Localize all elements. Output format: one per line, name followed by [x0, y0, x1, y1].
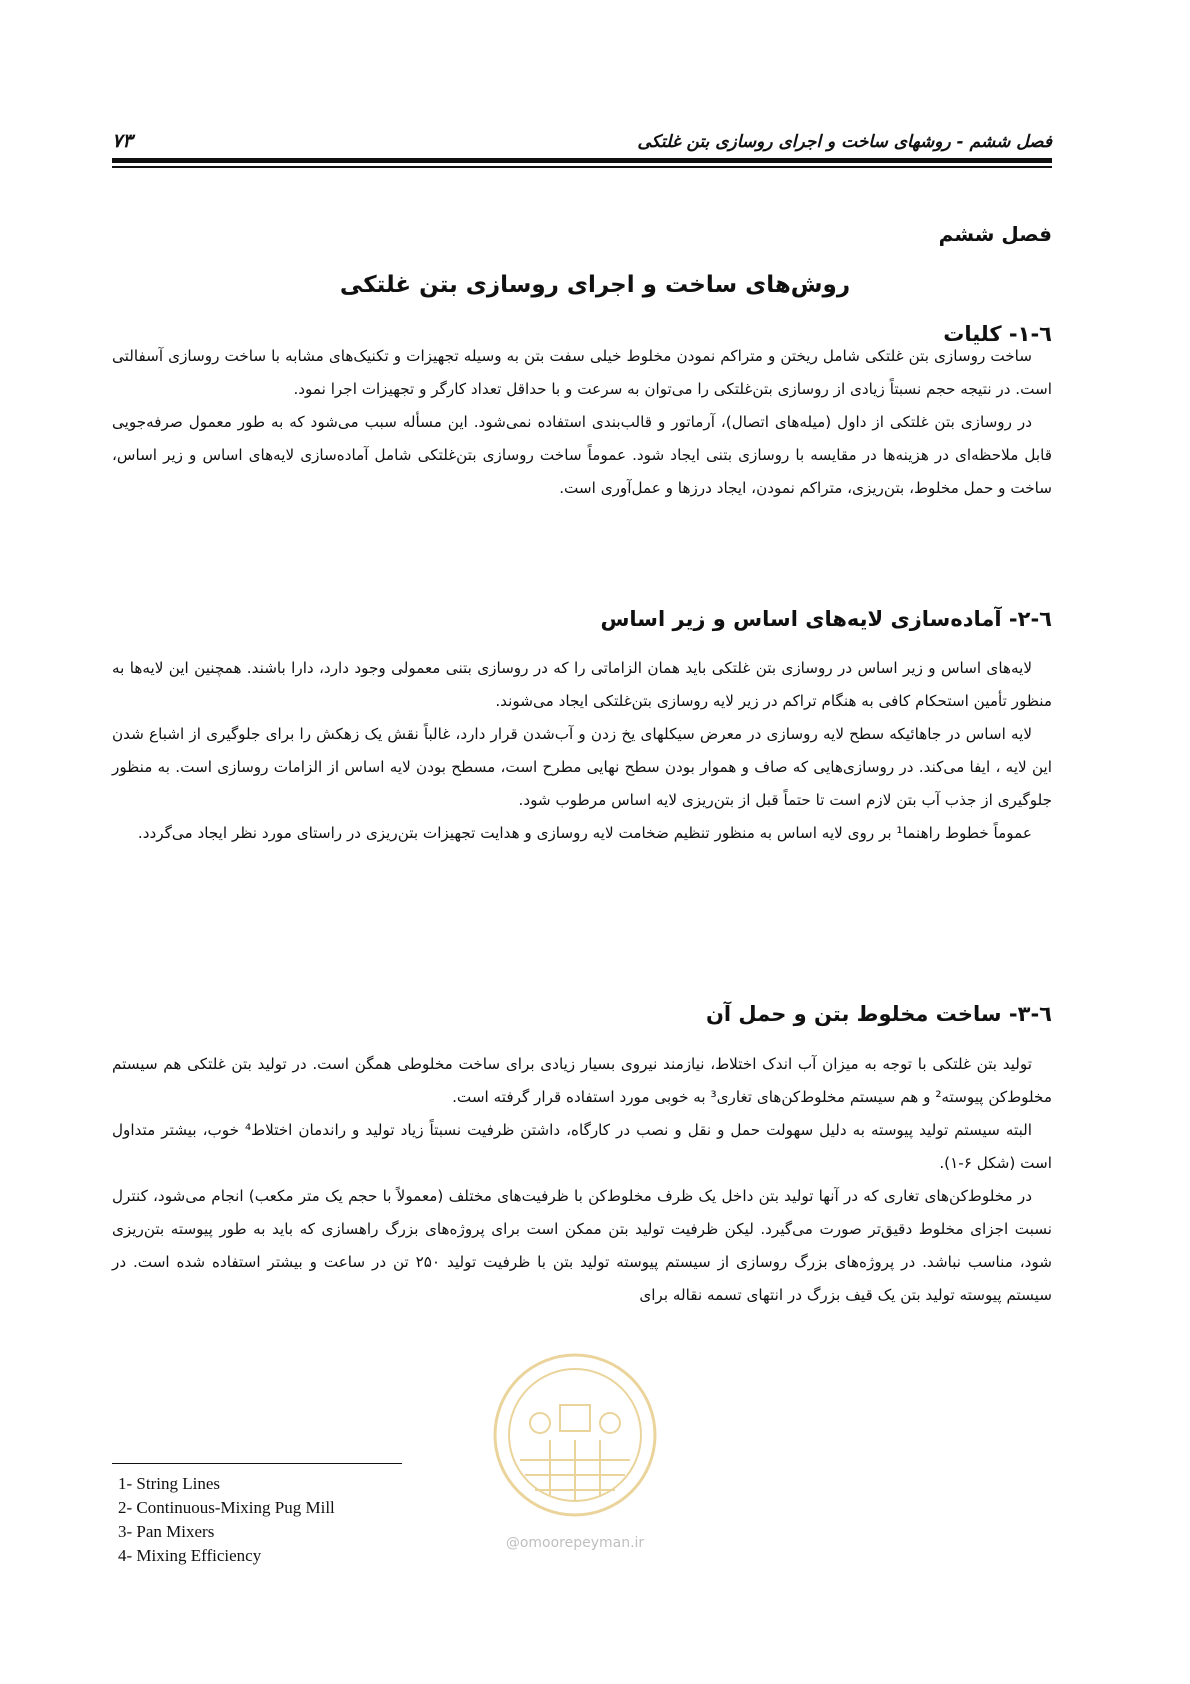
footnote: 3- Pan Mixers — [118, 1522, 215, 1541]
watermark-site: @omoorepeyman.ir — [505, 1535, 645, 1551]
paragraph: تولید بتن غلتکی با توجه به میزان آب اندک اختلاط، نیازمند نیروی بسیار زیادی برای ساخت مخلوطی همگن است. در تولید بتن غلتکی هم سیستم مخلوط‌کن پیوسته² و هم سیستم مخلوط‌کن‌های تغاری³ به خوبی مورد استفاده قرار گرفته است. — [112, 1055, 1052, 1106]
section-body — [112, 1048, 1052, 1312]
header-rule-thin — [112, 166, 1052, 168]
running-header — [112, 122, 1052, 162]
footnote: 4- Mixing Efficiency — [118, 1546, 262, 1565]
chapter-title: روش‌های ساخت و اجرای روسازی بتن غلتکی — [339, 272, 851, 298]
page-number: ۷۳ — [112, 130, 133, 152]
watermark-seal — [490, 1345, 660, 1570]
paragraph: عموماً خطوط راهنما¹ بر روی لایه اساس به منظور تنظیم ضخامت لایه روسازی و هدایت تجهیزات بتن‌ریزی در راستای مورد نظر ایجاد می‌گردد. — [137, 824, 1032, 842]
paragraph: البته سیستم تولید پیوسته به دلیل سهولت حمل و نقل و نصب در کارگاه، داشتن ظرفیت نسبتاً زیاد تولید و راندمان اختلاط⁴ خوب، بیشتر متداول است (شکل ۶-۱). — [112, 1121, 1052, 1172]
paragraph: در روسازی بتن غلتکی از داول (میله‌های اتصال)، آرماتور و قالب‌بندی استفاده نمی‌شود. این مسأله سبب می‌شود که به طور معمول صرفه‌جویی قابل ملاحظه‌ای در هزینه‌ها در مقایسه با روسازی بتنی ایجاد شود. عموماً ساخت روسازی بتن‌غلتکی شامل آماده‌سازی لایه‌های اساس و زیر اساس، ساخت و حمل مخلوط، بتن‌ریزی، متراکم نمودن، ایجاد درزها و عمل‌آوری است. — [112, 413, 1052, 497]
header-rule-thick — [112, 158, 1052, 163]
paragraph: لایه‌های اساس و زیر اساس در روسازی بتن غلتکی باید همان الزاماتی را که در روسازی بتنی معمولی وجود دارد، دارا باشند. همچنین این لایه‌ها به منظور تأمین استحکام کافی به هنگام تراکم در زیر لایه روسازی بتن‌غلتکی ایجاد می‌شوند. — [112, 659, 1052, 710]
seal-icon — [490, 1345, 660, 1530]
footnote: 2- Continuous-Mixing Pug Mill — [118, 1498, 335, 1517]
section-heading: ٦-١- کلیات — [943, 322, 1052, 346]
section-heading: ٦-٣- ساخت مخلوط بتن و حمل آن — [705, 1002, 1052, 1026]
footnote: 1- String Lines — [118, 1474, 220, 1493]
paragraph: لایه اساس در جاهائیکه سطح لایه روسازی در معرض سیکلهای یخ زدن و آب‌شدن قرار دارد، غالباً نقش یک زهکش را برای جلوگیری از اشباع شدن این لایه ، ایفا می‌کند. در روسازی‌هایی که صاف و هموار بودن سطح نهایی مطرح است، مسطح بودن لایه اساس از الزامات روسازی است. به منظور جلوگیری از جذب آب بتن لازم است تا حتماً قبل از بتن‌ریزی لایه اساس مرطوب شود. — [112, 725, 1052, 809]
section-body — [112, 340, 1052, 505]
paragraph: در مخلوط‌کن‌های تغاری که در آنها تولید بتن داخل یک ظرف مخلوط‌کن با ظرفیت‌های مختلف (معمولاً با حجم یک متر مکعب) انجام می‌شود، کنترل نسبت اجزای مخلوط دقیق‌تر صورت می‌گیرد. لیکن ظرفیت تولید بتن ممکن است برای پروژه‌های بزرگ راهسازی که باید به طور پیوسته بتن‌ریزی شود، مناسب نباشد. در پروژه‌های بزرگ روسازی از سیستم پیوسته تولید بتن با ظرفیت تولید ۲۵۰ تن در ساعت و بیشتر استفاده شده است. در سیستم پیوسته تولید بتن یک قیف بزرگ در انتهای تسمه نقاله برای — [112, 1187, 1052, 1304]
section-heading: ٦-٢- آماده‌سازی لایه‌های اساس و زیر اساس — [600, 607, 1052, 631]
paragraph: ساخت روسازی بتن غلتکی شامل ریختن و متراکم نمودن مخلوط خیلی سفت بتن به وسیله تجهیزات و تکنیک‌های مشابه با ساخت روسازی آسفالتی است. در نتیجه حجم نسبتاً زیادی از روسازی بتن‌غلتکی را می‌توان به سرعت و با حداقل تعداد کارگر و تجهیزات اجرا نمود. — [112, 347, 1052, 398]
footnotes — [118, 1472, 335, 1568]
footnote-rule — [112, 1463, 402, 1464]
section-body — [112, 652, 1052, 850]
chapter-label: فصل ششم — [938, 222, 1052, 246]
running-title: فصل ششم - روشهای ساخت و اجرای روسازی بتن غلتکی — [637, 132, 1052, 152]
